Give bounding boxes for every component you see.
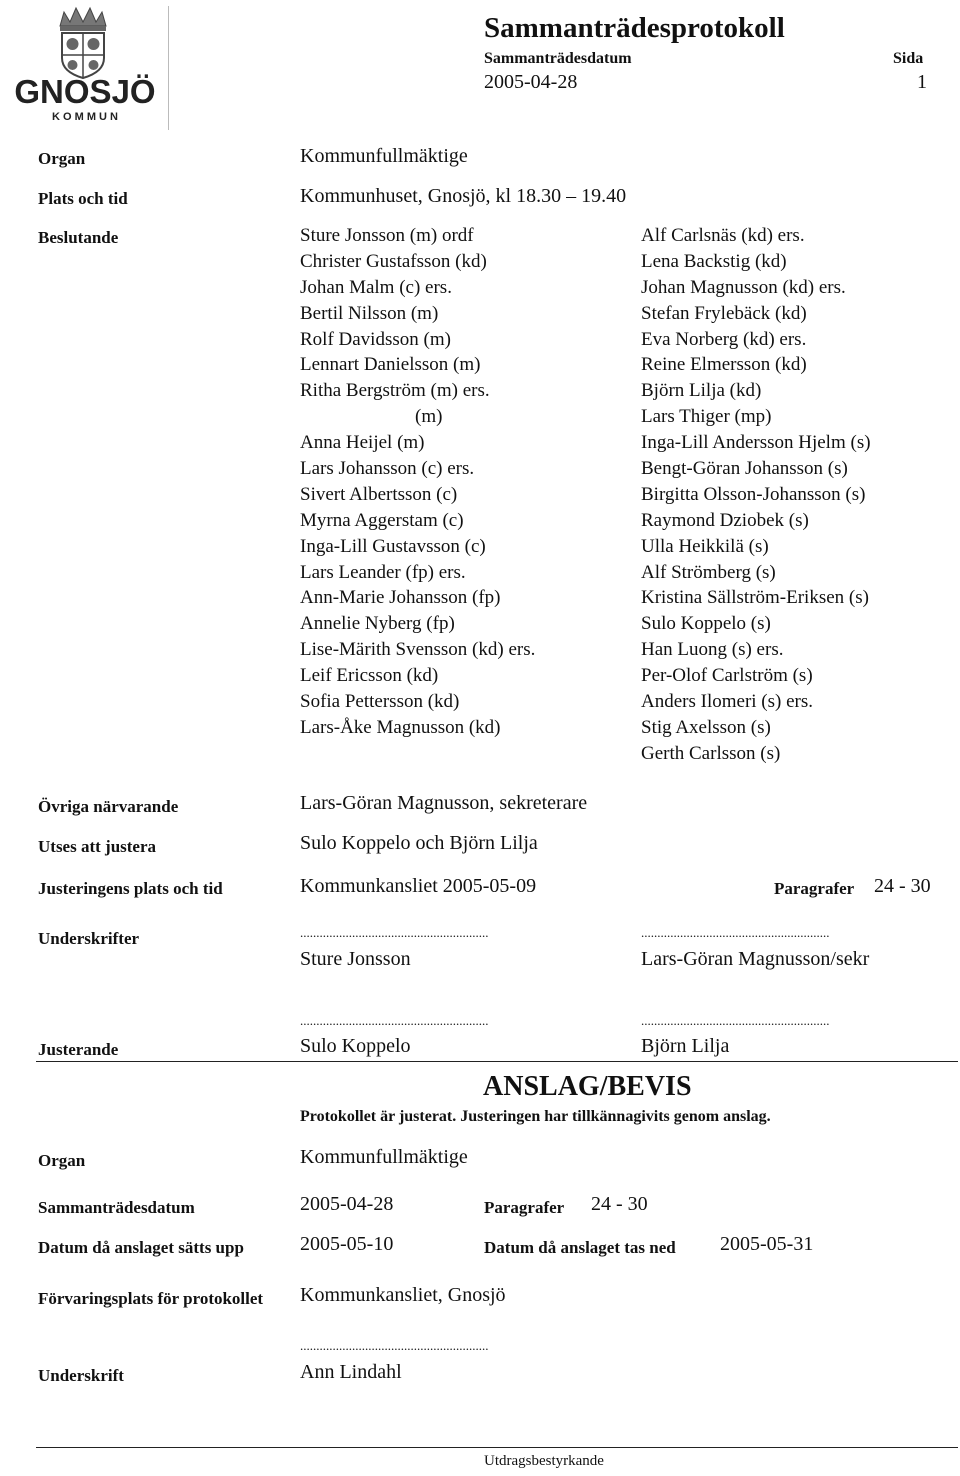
post-up-date-value: 2005-05-10 xyxy=(300,1233,394,1255)
member-left-0: Sture Jonsson (m) ordf xyxy=(300,225,474,246)
member-left-18: Sofia Pettersson (kd) xyxy=(300,691,460,713)
post-up-date-label: Datum då anslaget sätts upp xyxy=(38,1238,244,1257)
members-left-column xyxy=(300,223,535,741)
adjustment-place-label: Justeringens plats och tid xyxy=(38,879,223,898)
notice-date-value: 2005-04-28 xyxy=(300,1193,394,1215)
municipality-logo xyxy=(8,6,163,124)
signature-line-chairman: .......................................................... xyxy=(300,925,489,940)
member-right-19: Stig Axelsson (s) xyxy=(641,716,771,738)
signature-line-secretary: .......................................................... xyxy=(641,925,830,940)
member-right-10: Birgitta Olsson-Johansson (s) xyxy=(641,483,866,505)
document-title: Sammanträdesprotokoll xyxy=(484,12,785,44)
logo-subtext: K O M M U N xyxy=(52,111,118,123)
member-right-17: Per-Olof Carlström (s) xyxy=(641,665,813,687)
page-number: 1 xyxy=(917,71,927,93)
member-right-15: Sulo Koppelo (s) xyxy=(641,613,771,635)
member-left-9: Lars Johansson (c) ers. xyxy=(300,458,475,480)
notice-date-label: Sammanträdesdatum xyxy=(38,1198,195,1217)
signer-secretary: Lars-Göran Magnusson/sekr xyxy=(641,948,870,970)
footer-divider xyxy=(36,1447,958,1448)
place-value: Kommunhuset, Gnosjö, kl 18.30 – 19.40 xyxy=(300,185,627,207)
members-right-column xyxy=(641,223,871,767)
member-left-13: Lars Leander (fp) ers. xyxy=(300,561,466,583)
notice-statement: Protokollet är justerat. Justeringen har tillkännagivits genom anslag. xyxy=(300,1108,771,1125)
section-divider xyxy=(36,1061,958,1062)
member-left-12: Inga-Lill Gustavsson (c) xyxy=(300,535,486,557)
member-left-16: Lise-Märith Svensson (kd) ers. xyxy=(300,639,536,661)
member-right-2: Johan Magnusson (kd) ers. xyxy=(641,276,846,298)
organ-label: Organ xyxy=(38,149,86,168)
logo-text: GNOSJÖ xyxy=(14,73,156,110)
logo-divider xyxy=(168,6,169,130)
member-right-9: Bengt-Göran Johansson (s) xyxy=(641,458,848,480)
member-right-12: Ulla Heikkilä (s) xyxy=(641,535,769,557)
member-left-14: Ann-Marie Johansson (fp) xyxy=(300,587,501,609)
place-label: Plats och tid xyxy=(38,189,128,208)
member-right-6: Björn Lilja (kd) xyxy=(641,380,762,402)
meeting-date-label: Sammanträdesdatum xyxy=(484,50,632,67)
member-right-11: Raymond Dziobek (s) xyxy=(641,509,809,531)
notice-signature-value: Ann Lindahl xyxy=(300,1361,402,1383)
member-left-5: Lennart Danielsson (m) xyxy=(300,354,481,376)
take-down-date-value: 2005-05-31 xyxy=(720,1233,814,1255)
member-right-1: Lena Backstig (kd) xyxy=(641,250,787,272)
signatures-label: Underskrifter xyxy=(38,929,140,948)
member-left-7: (m) xyxy=(415,406,443,428)
member-left-3: Bertil Nilsson (m) xyxy=(300,302,439,324)
notice-organ-label: Organ xyxy=(38,1151,86,1170)
member-right-16: Han Luong (s) ers. xyxy=(641,639,784,661)
organ-value: Kommunfullmäktige xyxy=(300,145,468,167)
member-left-6: Ritha Bergström (m) ers. xyxy=(300,380,490,402)
notice-heading: ANSLAG/BEVIS xyxy=(483,1071,692,1102)
member-right-3: Stefan Frylebäck (kd) xyxy=(641,302,807,324)
coat-of-arms-shield-icon xyxy=(62,33,104,78)
others-present-value: Lars-Göran Magnusson, sekreterare xyxy=(300,792,588,814)
adjuster-2: Björn Lilja xyxy=(641,1035,730,1057)
member-left-15: Annelie Nyberg (fp) xyxy=(300,613,455,635)
member-right-20: Gerth Carlsson (s) xyxy=(641,742,781,764)
member-left-11: Myrna Aggerstam (c) xyxy=(300,509,464,531)
member-right-14: Kristina Sällström-Eriksen (s) xyxy=(641,587,869,609)
notice-paragraphs-label: Paragrafer xyxy=(484,1198,565,1217)
member-left-8: Anna Heijel (m) xyxy=(300,432,425,454)
signature-line-adjuster-1: .......................................................... xyxy=(300,1013,489,1028)
notice-signature-label: Underskrift xyxy=(38,1366,124,1385)
member-left-4: Rolf Davidsson (m) xyxy=(300,328,451,350)
member-right-8: Inga-Lill Andersson Hjelm (s) xyxy=(641,432,871,454)
adjusters-label: Justerande xyxy=(38,1040,119,1059)
member-right-5: Reine Elmersson (kd) xyxy=(641,354,807,376)
signature-line-adjuster-2: .......................................................... xyxy=(641,1013,830,1028)
member-left-17: Leif Ericsson (kd) xyxy=(300,665,439,687)
others-present-label: Övriga närvarande xyxy=(38,797,179,816)
notice-signature-line: .......................................................... xyxy=(300,1338,489,1353)
notice-paragraphs-value: 24 - 30 xyxy=(591,1193,648,1215)
member-left-19: Lars-Åke Magnusson (kd) xyxy=(300,716,501,738)
take-down-date-label: Datum då anslaget tas ned xyxy=(484,1238,676,1257)
member-left-2: Johan Malm (c) ers. xyxy=(300,276,452,298)
adjusters-chosen-value: Sulo Koppelo och Björn Lilja xyxy=(300,832,538,854)
footer-certification: Utdragsbestyrkande xyxy=(484,1453,604,1469)
storage-place-value: Kommunkansliet, Gnosjö xyxy=(300,1284,506,1306)
member-left-10: Sivert Albertsson (c) xyxy=(300,483,458,505)
notice-organ-value: Kommunfullmäktige xyxy=(300,1146,468,1168)
crown-icon xyxy=(60,8,106,31)
paragraphs-label: Paragrafer xyxy=(774,879,855,898)
adjustment-place-value: Kommunkansliet 2005-05-09 xyxy=(300,875,537,897)
member-right-7: Lars Thiger (mp) xyxy=(641,406,772,428)
member-left-1: Christer Gustafsson (kd) xyxy=(300,250,487,272)
storage-place-label: Förvaringsplats för protokollet xyxy=(38,1289,264,1308)
paragraphs-value: 24 - 30 xyxy=(874,875,931,897)
page-label: Sida xyxy=(893,50,924,67)
adjuster-1: Sulo Koppelo xyxy=(300,1035,411,1057)
meeting-date-value: 2005-04-28 xyxy=(484,71,578,93)
member-right-18: Anders Ilomeri (s) ers. xyxy=(641,691,814,713)
adjusters-chosen-label: Utses att justera xyxy=(38,837,157,856)
member-right-4: Eva Norberg (kd) ers. xyxy=(641,328,807,350)
signer-chairman: Sture Jonsson xyxy=(300,948,411,970)
decision-makers-label: Beslutande xyxy=(38,228,119,247)
member-right-13: Alf Strömberg (s) xyxy=(641,561,776,583)
member-right-0: Alf Carlsnäs (kd) ers. xyxy=(641,225,805,246)
